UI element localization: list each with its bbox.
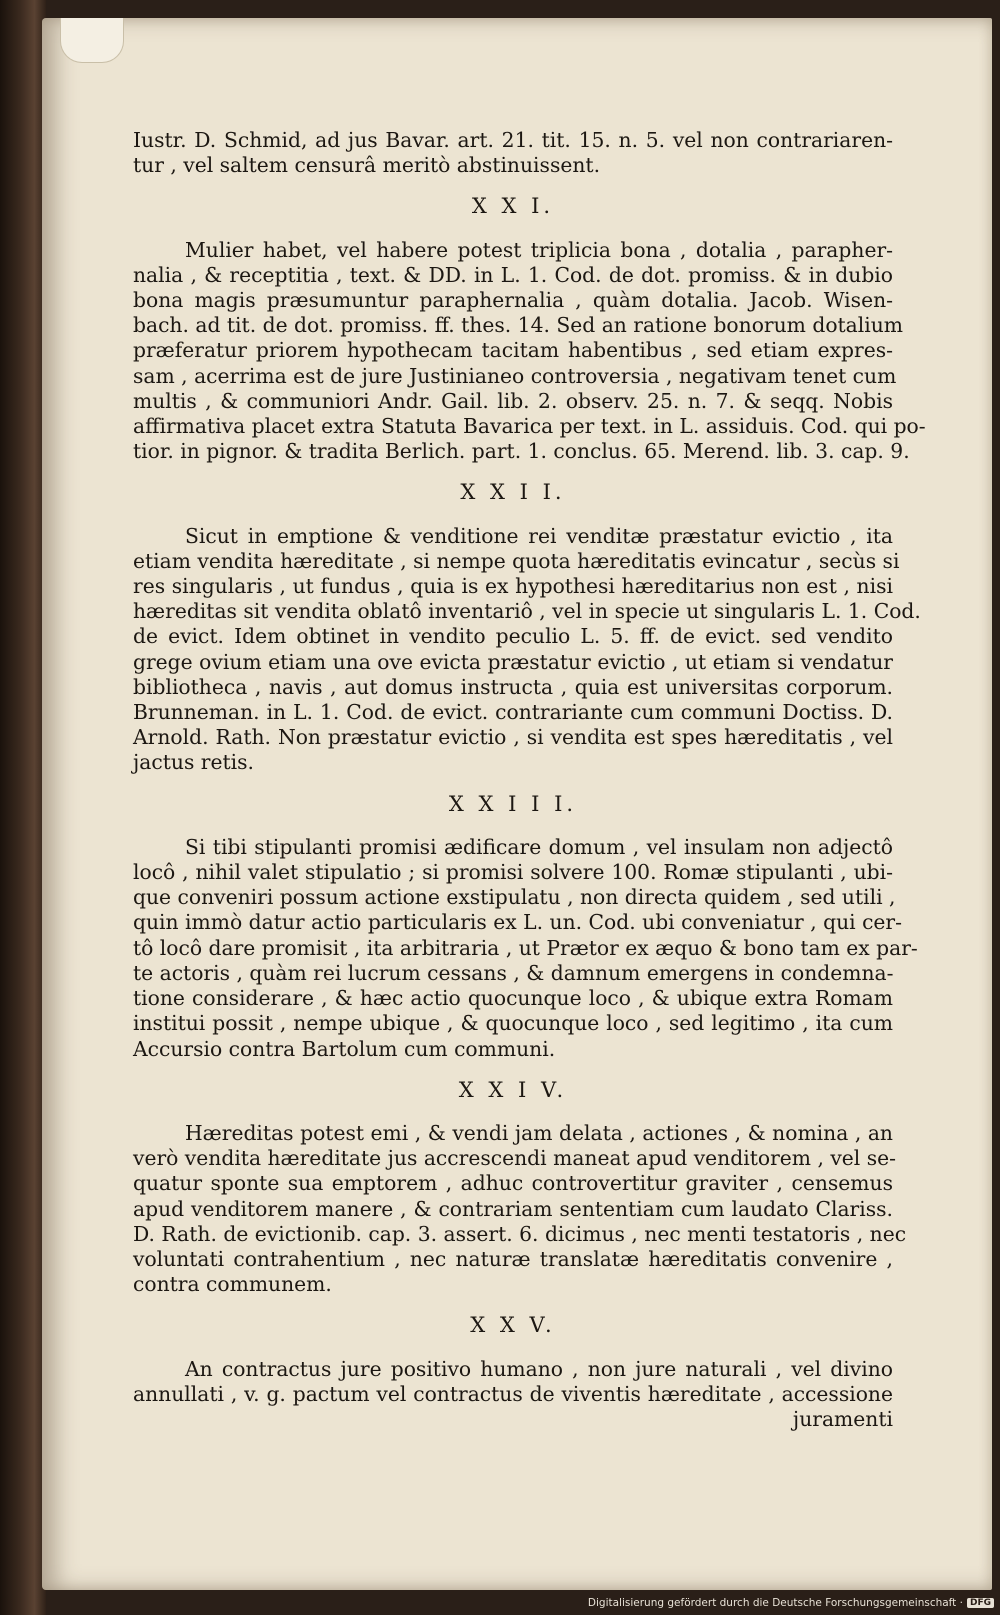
text-line: Brunneman. in L. 1. Cod. de evict. contrariante cum communi Doctiss. D. [133,700,893,725]
section-heading-25: X X V. [470,1313,556,1338]
text-line: grege ovium etiam una ove evicta præstatur evictio , ut etiam si vendatur [133,649,893,674]
text-line: apud venditorem manere , & contrariam sententiam cum laudato Clariss. [133,1196,893,1221]
text-line: An contractus jure positivo humano , non jure naturali , vel divino [185,1356,893,1381]
text-line: Sicut in emptione & venditione rei venditæ præstatur evictio , ita [185,523,893,548]
text-line: contra communem. [133,1272,332,1297]
footer-text: Digitalisierung gefördert durch die Deutsche Forschungsgemeinschaft · [587,1597,963,1609]
paragraph-21 [133,237,926,465]
book-binding [0,0,46,1615]
paragraph-24 [133,1120,907,1297]
text-line: Iustr. D. Schmid, ad jus Bavar. art. 21. tit. 15. n. 5. vel non contrariaren- [133,128,893,152]
text-line: voluntati contrahentium , nec naturæ translatæ hæreditatis convenire , [133,1246,893,1271]
text-line: annullati , v. g. pactum vel contractus de viventis hæreditate , accessione [133,1381,893,1406]
text-line: te actoris , quàm rei lucrum cessans , & damnum emergens in condemna- [133,960,894,985]
page-text [133,128,926,1432]
text-line: Mulier habet, vel habere potest triplicia bona , dotalia , parapher- [185,237,893,262]
text-line: tur , vel saltem censurâ meritò abstinuissent. [133,153,601,178]
text-line: de evict. Idem obtinet in vendito peculio L. 5. ff. de evict. sed vendito [133,624,893,649]
text-line: etiam vendita hæreditate , si nempe quota hæreditatis evincatur , secùs si [133,548,900,573]
text-line: sam , acerrima est de jure Justinianeo controversia , negativam tenet cum [133,363,897,388]
text-line: bach. ad tit. de dot. promiss. ff. thes. 14. Sed an ratione bonorum dotalium [133,313,904,338]
text-line: hæreditas sit vendita oblatô inventariô , vel in specie ut singularis L. 1. Cod. [133,599,921,624]
section-heading-23: X X I I I. [448,791,578,816]
digitization-footer [588,1597,994,1609]
text-line: locô , nihil valet stipulatio ; si promisi solvere 100. Romæ stipulanti , ubi- [133,860,893,885]
paragraph-22 [133,523,921,776]
text-line: quatur sponte sua emptorem , adhuc controvertitur graviter , censemus [133,1171,893,1196]
text-line: Arnold. Rath. Non præstatur evictio , si vendita est spes hæreditatis , vel [133,725,893,750]
text-line: tior. in pignor. & tradita Berlich. part. 1. conclus. 65. Merend. lib. 3. cap. 9. [133,439,910,464]
section-heading-21: X X I. [471,194,555,219]
catchword: juramenti [792,1406,893,1431]
paragraph-intro [133,128,893,178]
text-line: bibliotheca , navis , aut domus instructa , quia est universitas corporum. [133,674,893,699]
text-line: institui possit , nempe ubique , & quocunque loco , sed legitimo , ita cum [133,1011,893,1036]
section-heading-24: X X I V. [458,1077,568,1102]
text-line: nalia , & receptitia , text. & DD. in L. 1. Cod. de dot. promiss. & in dubio [133,262,893,287]
text-line: res singularis , ut fundus , quia is ex hypothesi hæreditarius non est , nisi [133,574,893,599]
text-line: affirmativa placet extra Statuta Bavarica per text. in L. assiduis. Cod. qui po- [133,414,926,439]
text-line: tô locô dare promisit , ita arbitraria , ut Prætor ex æquo & bono tam ex par- [133,935,918,960]
section-heading-22: X X I I. [460,480,566,505]
text-line: bona magis præsumuntur paraphernalia , quàm dotalia. Jacob. Wisen- [133,288,893,313]
text-line: Accursio contra Bartolum cum communi. [133,1036,556,1061]
text-line: præferatur priorem hypothecam tacitam habentibus , sed etiam expres- [133,338,893,363]
text-line: verò vendita hæreditate jus accrescendi maneat apud venditorem , vel se- [133,1146,897,1171]
text-line: Si tibi stipulanti promisi ædificare domum , vel insulam non adjectô [185,834,893,859]
text-line: tione considerare , & hæc actio quocunque loco , & ubique extra Romam [133,986,893,1011]
text-line: que conveniri possum actione exstipulatu , non directa quidem , sed utili , [133,885,896,910]
paragraph-23 [133,834,918,1062]
text-line: jactus retis. [133,750,254,775]
text-line: quin immò datur actio particularis ex L. un. Cod. ubi conveniatur , qui cer- [133,910,902,935]
text-line: D. Rath. de evictionib. cap. 3. assert. 6. dicimus , nec menti testatoris , nec [133,1221,907,1246]
text-line: Hæreditas potest emi , & vendi jam delata , actiones , & nomina , an [185,1120,893,1145]
paragraph-25 [133,1357,893,1407]
page-tab [60,18,124,63]
dfg-logo: DFG [967,1598,994,1608]
text-line: multis , & communiori Andr. Gail. lib. 2. observ. 25. n. 7. & seqq. Nobis [133,388,893,413]
